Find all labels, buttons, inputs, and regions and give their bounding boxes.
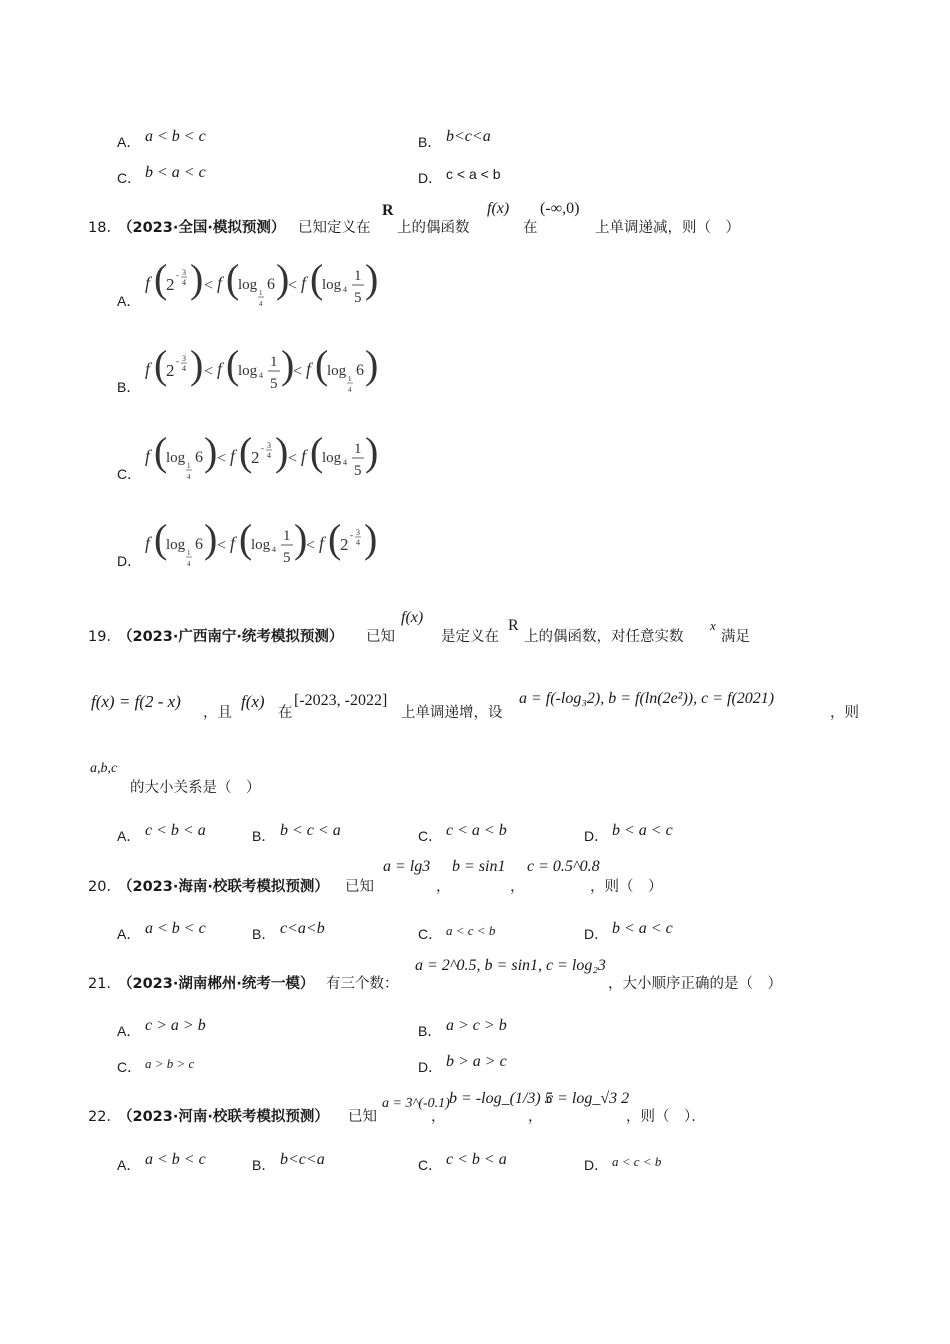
svg-text:f: f: [145, 446, 151, 466]
q17-option-a-expr: a < b < c: [145, 128, 206, 145]
svg-text:): ): [204, 516, 218, 561]
svg-text:(: (: [154, 429, 168, 474]
svg-text:2: 2: [251, 448, 260, 467]
svg-text:2: 2: [166, 275, 175, 294]
q20-a-def: a = lg3: [383, 858, 431, 875]
svg-text:f: f: [319, 533, 325, 553]
svg-text:<: <: [293, 363, 303, 380]
q19-option-b-expr: b < c < a: [280, 822, 341, 839]
q18-text-1: 已知定义在: [298, 220, 371, 236]
q19-text-9: 的大小关系是（ ）: [130, 780, 261, 796]
q17-option-c-expr: b < a < c: [145, 164, 206, 181]
q18-func: f(x): [487, 200, 510, 217]
svg-text:<: <: [288, 450, 298, 467]
q21-text-2: ，大小顺序正确的是（ ）: [608, 976, 782, 992]
svg-text:(: (: [310, 429, 324, 474]
q21-option-b-label: B．: [418, 1023, 442, 1039]
q20-option-d-expr: b < a < c: [612, 920, 673, 937]
q18-option-b-formula: [140, 342, 380, 400]
svg-text:4: 4: [187, 473, 191, 481]
q19-defs: a = f(-log₃2), b = f(ln(2e²)), c = f(2021): [519, 690, 775, 707]
svg-text:1: 1: [354, 441, 362, 457]
svg-text:(: (: [226, 256, 240, 301]
svg-text:<: <: [204, 277, 214, 294]
q20-number: 20．: [88, 879, 121, 895]
q18-interval: (-∞,0): [540, 200, 580, 217]
q22-option-b-label: B．: [252, 1157, 276, 1173]
q19-source: （2023·广西南宁·统考模拟预测）: [118, 629, 344, 645]
svg-text:log: log: [322, 277, 342, 293]
svg-text:<: <: [217, 537, 227, 554]
svg-text:5: 5: [270, 376, 278, 392]
svg-text:<: <: [306, 537, 316, 554]
q19-option-c-label: C．: [418, 828, 443, 844]
q22-number: 22．: [88, 1109, 121, 1125]
q18-source: （2023·全国·模拟预测）: [118, 220, 286, 236]
q20-text-2: ，则（ ）: [590, 879, 663, 895]
svg-text:(: (: [315, 342, 329, 387]
q19-vars: a,b,c: [90, 761, 118, 776]
svg-text:f: f: [217, 273, 223, 293]
svg-text:4: 4: [267, 451, 271, 460]
svg-text:f: f: [301, 446, 307, 466]
q22-option-d-label: D．: [584, 1157, 609, 1173]
q18-text-2: 上的偶函数: [397, 220, 470, 236]
svg-text:4: 4: [343, 458, 347, 467]
q17-option-c-label: C．: [117, 170, 142, 186]
q22-sep-1: ，: [431, 1109, 446, 1125]
svg-text:): ): [190, 256, 204, 301]
svg-text:1: 1: [270, 354, 278, 370]
q19-option-c-expr: c < a < b: [446, 822, 507, 839]
q22-option-d-expr: a < c < b: [612, 1154, 662, 1169]
q22-option-a-expr: a < b < c: [145, 1151, 206, 1168]
q21-text-1: 有三个数：: [326, 976, 399, 992]
q18-option-d-label: D．: [117, 553, 142, 569]
svg-text:f: f: [306, 359, 312, 379]
svg-text:1: 1: [348, 375, 352, 383]
q21-number: 21．: [88, 976, 121, 992]
q18-option-c-label: C．: [117, 466, 142, 482]
svg-text:1: 1: [354, 268, 362, 284]
svg-text:(: (: [239, 429, 253, 474]
q19-option-d-expr: b < a < c: [612, 822, 673, 839]
q18-option-d-formula: [140, 516, 380, 574]
svg-text:(: (: [154, 256, 168, 301]
q21-option-a-label: A．: [117, 1023, 141, 1039]
q20-source: （2023·海南·校联考模拟预测）: [118, 879, 329, 895]
q17-option-a-label: A．: [117, 134, 141, 150]
svg-text:(: (: [154, 516, 168, 561]
svg-text:4: 4: [343, 285, 347, 294]
q18-option-a-formula: [140, 256, 380, 314]
q20-option-c-label: C．: [418, 926, 443, 942]
q20-option-c-expr: a < c < b: [446, 923, 496, 938]
svg-text:4: 4: [182, 364, 186, 373]
svg-text:): ): [365, 429, 379, 474]
svg-text:5: 5: [354, 290, 362, 306]
q19-text-7: 上单调递增，设: [401, 705, 503, 721]
svg-text:f: f: [301, 273, 307, 293]
svg-text:log: log: [251, 537, 271, 553]
q18-text-3: 在: [523, 220, 538, 236]
svg-text:5: 5: [283, 550, 291, 566]
svg-text:1: 1: [187, 549, 191, 557]
q22-sep-2: ，: [528, 1109, 543, 1125]
q21-option-b-expr: a > c > b: [446, 1017, 507, 1034]
q20-option-a-expr: a < b < c: [145, 920, 206, 937]
q19-interval: [-2023, -2022]: [294, 692, 388, 709]
q17-option-b-expr: b<c<a: [446, 128, 491, 145]
svg-text:4: 4: [272, 545, 276, 554]
q18-option-b-label: B．: [117, 379, 141, 395]
q17-option-d-label: D．: [418, 170, 443, 186]
q19-option-d-label: D．: [584, 828, 609, 844]
q19-text-2: 是定义在: [441, 629, 499, 645]
svg-text:): ): [364, 516, 378, 561]
svg-text:-: -: [261, 443, 264, 453]
svg-text:): ): [275, 429, 289, 474]
q22-option-c-expr: c < b < a: [446, 1151, 507, 1168]
q19-func: f(x): [401, 609, 424, 626]
q21-option-c-expr: a > b > c: [145, 1056, 195, 1071]
q19-set-r: R: [508, 617, 519, 634]
svg-text:log: log: [166, 450, 186, 466]
q21-defs: a = 2^0.5, b = sin1, c = log₂3: [415, 957, 606, 974]
q22-c-def: c = log_√3 2: [546, 1090, 630, 1107]
q19-text-3: 上的偶函数，对任意实数: [524, 629, 684, 645]
q22-b-def: b = -log_(1/3) 5: [449, 1090, 553, 1107]
svg-text:(: (: [226, 342, 240, 387]
q22-option-b-expr: b<c<a: [280, 1151, 325, 1168]
svg-text:6: 6: [195, 449, 203, 466]
q18-option-c-formula: [140, 429, 380, 487]
svg-text:f: f: [230, 446, 236, 466]
svg-text:log: log: [327, 363, 347, 379]
q21-option-c-label: C．: [117, 1059, 142, 1075]
svg-text:4: 4: [259, 371, 263, 380]
q19-option-a-expr: c < b < a: [145, 822, 206, 839]
svg-text:2: 2: [166, 361, 175, 380]
svg-text:f: f: [230, 533, 236, 553]
q21-option-d-expr: b > a > c: [446, 1053, 507, 1070]
svg-text:4: 4: [356, 538, 360, 547]
svg-text:-: -: [350, 530, 353, 540]
q20-text-1: 已知: [345, 879, 374, 895]
svg-text:5: 5: [354, 463, 362, 479]
svg-text:log: log: [322, 450, 342, 466]
svg-text:1: 1: [259, 289, 263, 297]
svg-text:f: f: [217, 359, 223, 379]
svg-text:f: f: [145, 533, 151, 553]
q22-option-a-label: A．: [117, 1157, 141, 1173]
svg-text:): ): [294, 516, 308, 561]
svg-text:<: <: [217, 450, 227, 467]
svg-text:6: 6: [267, 276, 275, 293]
svg-text:3: 3: [267, 441, 271, 450]
q22-a-def: a = 3^(-0.1): [382, 1096, 450, 1111]
svg-text:f: f: [145, 273, 151, 293]
q19-eq: f(x) = f(2 - x): [91, 692, 181, 711]
q18-number: 18．: [88, 220, 121, 236]
q20-option-d-label: D．: [584, 926, 609, 942]
svg-text:4: 4: [259, 300, 263, 308]
svg-text:4: 4: [348, 386, 352, 394]
svg-text:(: (: [328, 516, 342, 561]
q19-var-x: x: [710, 618, 716, 633]
svg-text:): ): [276, 256, 290, 301]
q22-source: （2023·河南·校联考模拟预测）: [118, 1109, 329, 1125]
q18-option-a-label: A．: [117, 293, 141, 309]
q17-option-b-label: B．: [418, 134, 442, 150]
svg-text:f: f: [145, 359, 151, 379]
q18-text-4: 上单调递减，则（ ）: [595, 220, 740, 236]
svg-text:): ): [190, 342, 204, 387]
q19-text-1: 已知: [366, 629, 395, 645]
q19-option-a-label: A．: [117, 828, 141, 844]
q20-sep-2: ，: [510, 879, 525, 895]
q19-text-8: ，则: [830, 705, 859, 721]
svg-text:-: -: [176, 356, 179, 366]
svg-text:<: <: [288, 277, 298, 294]
q22-text-2: ，则（ ）．: [626, 1109, 706, 1125]
svg-text:): ): [365, 256, 379, 301]
svg-text:(: (: [154, 342, 168, 387]
svg-text:): ): [365, 342, 379, 387]
q22-text-1: 已知: [348, 1109, 377, 1125]
q21-source: （2023·湖南郴州·统考一模）: [118, 976, 315, 992]
q20-b-def: b = sin1: [452, 858, 506, 875]
svg-text:): ): [204, 429, 218, 474]
q20-sep-1: ，: [436, 879, 451, 895]
q18-set-r: R: [382, 202, 394, 219]
svg-text:6: 6: [356, 362, 364, 379]
svg-text:<: <: [204, 363, 214, 380]
svg-text:3: 3: [182, 354, 186, 363]
svg-text:4: 4: [187, 560, 191, 568]
svg-text:log: log: [166, 537, 186, 553]
q21-option-d-label: D．: [418, 1059, 443, 1075]
svg-text:3: 3: [356, 528, 360, 537]
q19-text-4: 满足: [721, 629, 750, 645]
q20-option-b-label: B．: [252, 926, 276, 942]
svg-text:2: 2: [340, 535, 349, 554]
q19-text-5: ，且: [203, 705, 232, 721]
svg-text:-: -: [176, 270, 179, 280]
q21-option-a-expr: c > a > b: [145, 1017, 206, 1034]
svg-text:6: 6: [195, 536, 203, 553]
svg-text:1: 1: [283, 528, 291, 544]
q20-option-b-expr: c<a<b: [280, 920, 325, 937]
q17-option-d-expr: c < a < b: [446, 166, 501, 182]
svg-text:log: log: [238, 277, 258, 293]
q22-option-c-label: C．: [418, 1157, 443, 1173]
q19-text-6: 在: [278, 705, 293, 721]
svg-text:3: 3: [182, 268, 186, 277]
svg-text:(: (: [239, 516, 253, 561]
q20-option-a-label: A．: [117, 926, 141, 942]
q19-option-b-label: B．: [252, 828, 276, 844]
q19-number: 19．: [88, 629, 121, 645]
q19-func-2: f(x): [241, 692, 265, 711]
svg-text:): ): [281, 342, 295, 387]
svg-text:1: 1: [187, 462, 191, 470]
svg-text:(: (: [310, 256, 324, 301]
q20-c-def: c = 0.5^0.8: [527, 858, 600, 875]
svg-text:4: 4: [182, 278, 186, 287]
svg-text:log: log: [238, 363, 258, 379]
